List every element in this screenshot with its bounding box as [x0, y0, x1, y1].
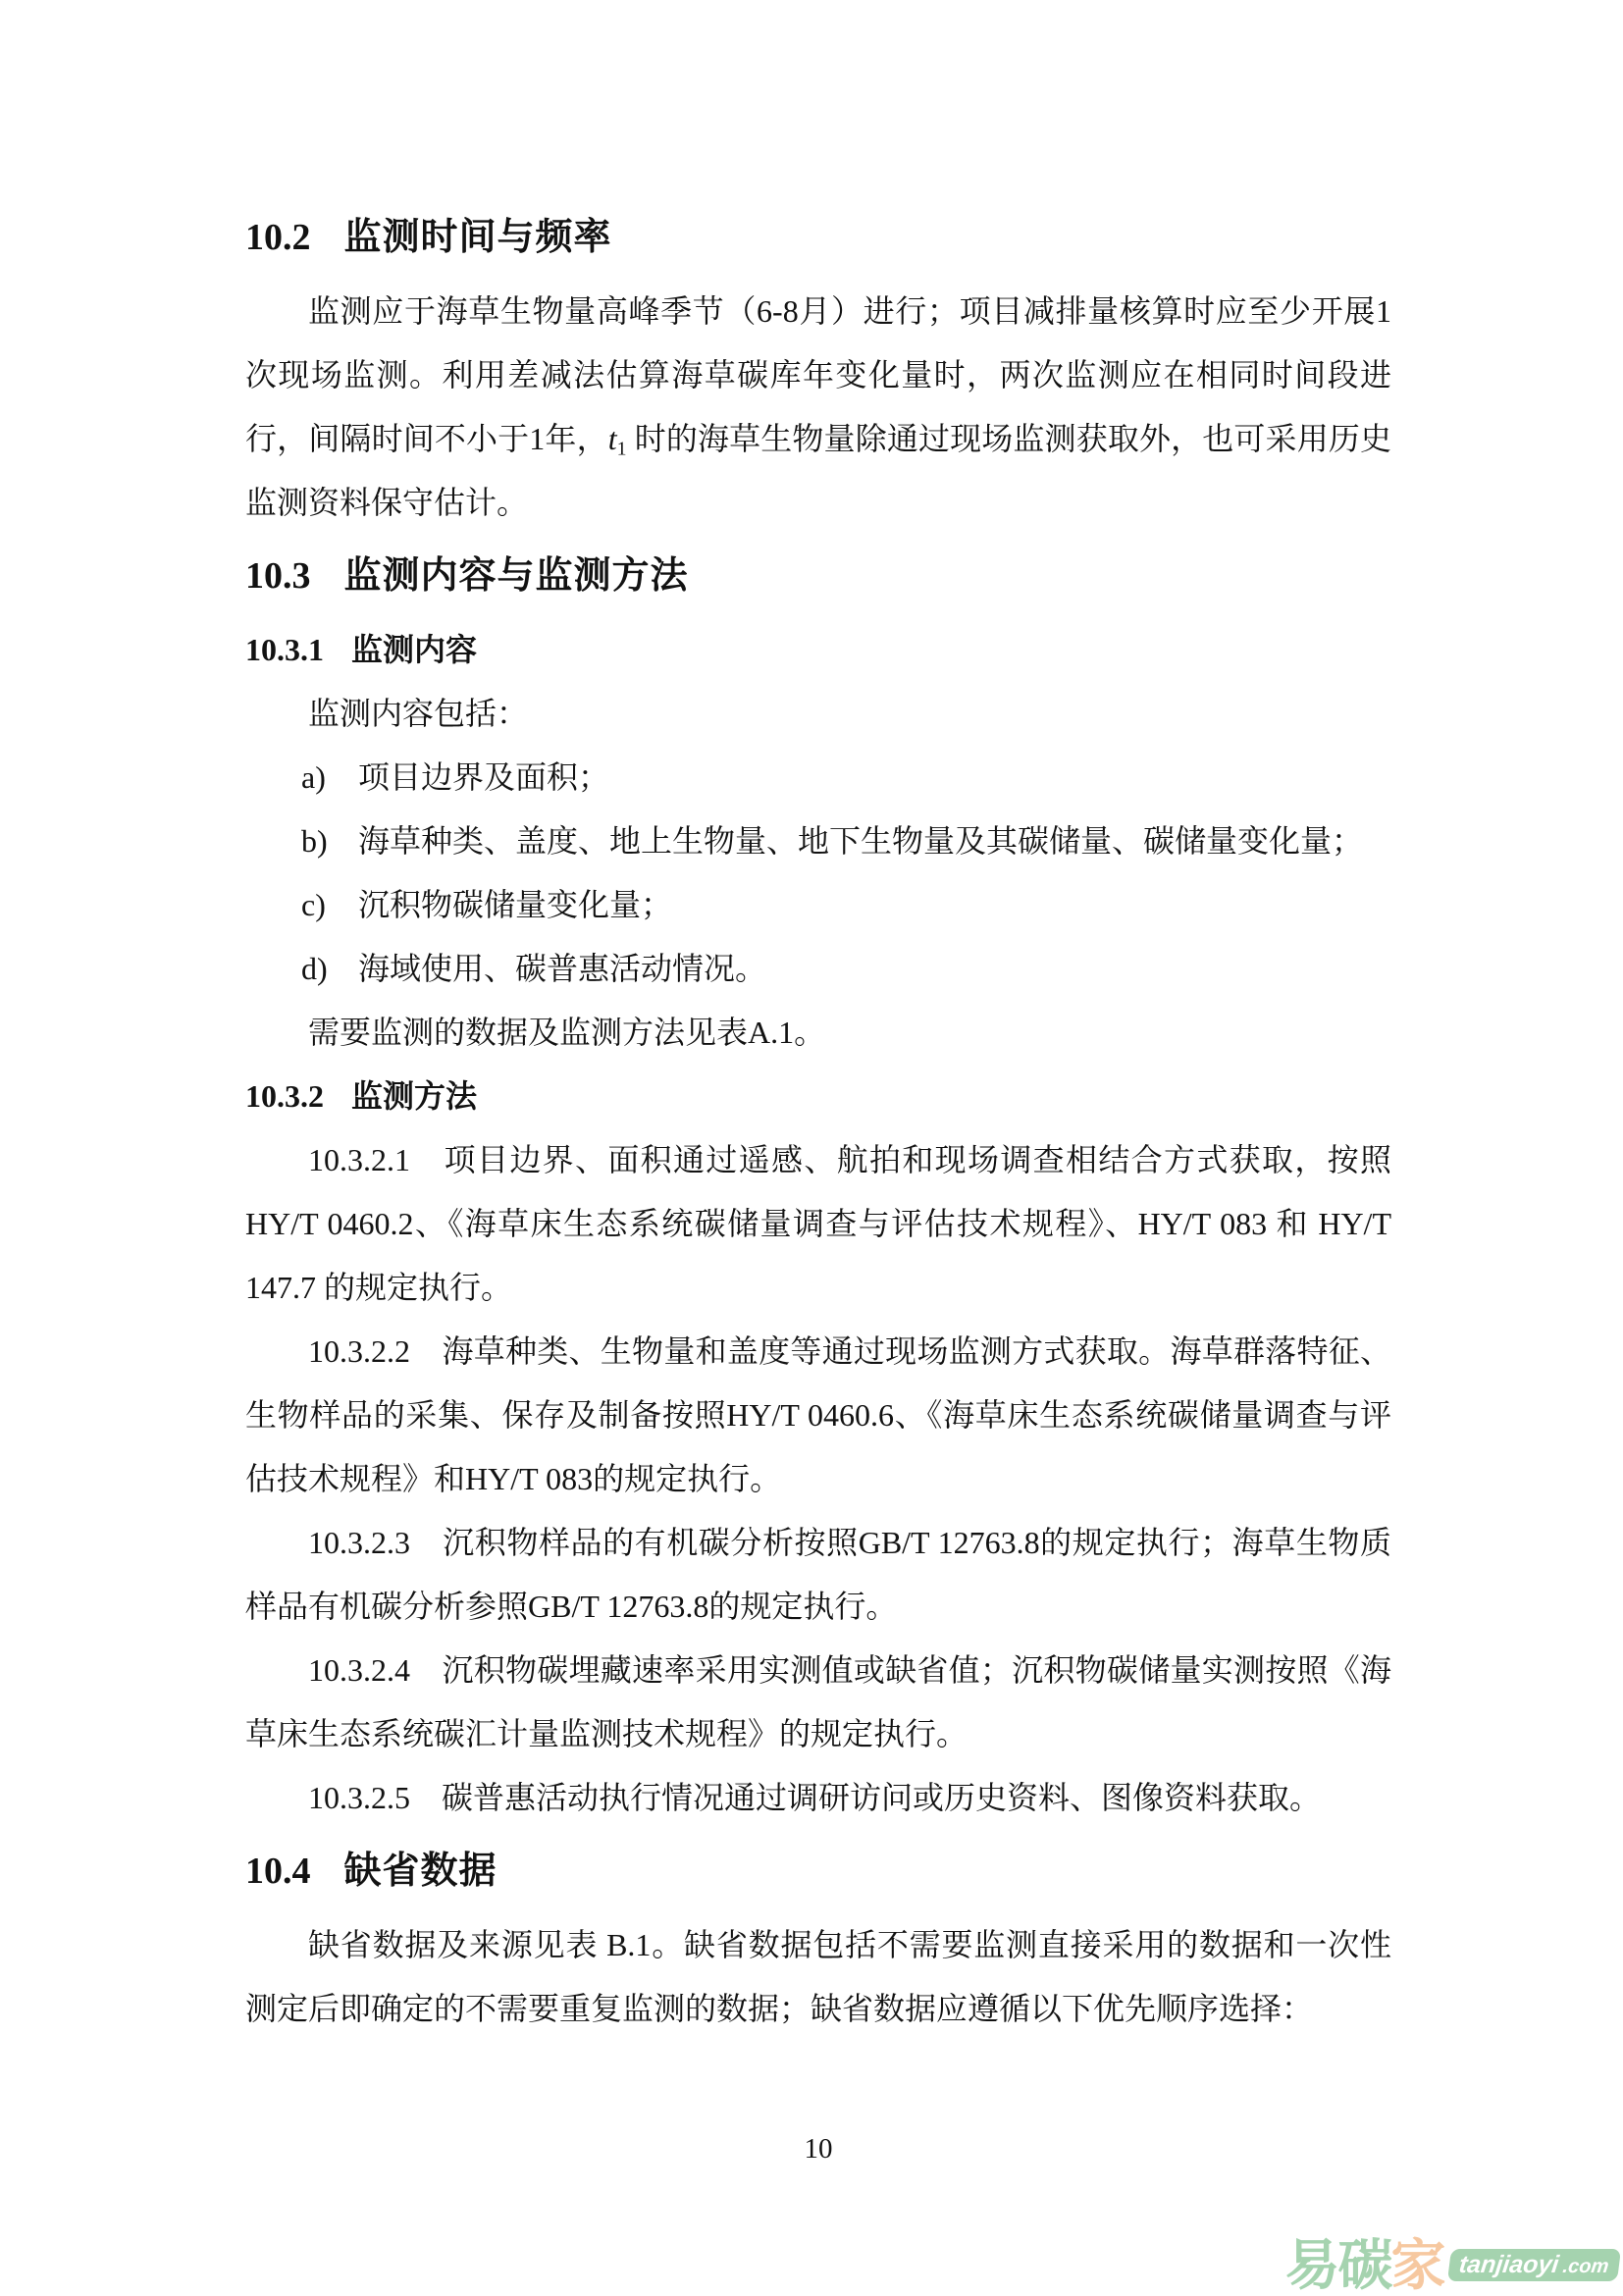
- paragraph: [245, 1128, 1391, 1320]
- text-segment: 10.3.2.5 碳普惠活动执行情况通过调研访问或历史资料、图像资料获取。: [308, 1780, 1322, 1815]
- paragraph: [245, 682, 1391, 746]
- heading-number: 10.3.1: [245, 632, 324, 667]
- paragraph: [245, 1320, 1391, 1511]
- heading-title: 监测时间与频率: [343, 217, 612, 258]
- text-segment: 沉积物碳储量变化量；: [358, 887, 673, 922]
- heading-number: 10.4: [245, 1851, 311, 1892]
- text-segment: 10.3.2.1 项目边界、面积通过遥感、航拍和现场调查相结合方式获取，按照 HY/T 0460.2、《海草床生态系统碳储量调查与评估技术规程》、HY/T 083 和 HY/T 147.7 的规定执行。: [245, 1142, 1391, 1305]
- list-marker: d): [301, 951, 328, 986]
- list-item: [245, 937, 1391, 1001]
- text-segment: 缺省数据及来源见表 B.1。缺省数据包括不需要监测直接采用的数据和一次性测定后即确定的不需要重复监测的数据；缺省数据应遵循以下优先顺序选择：: [245, 1927, 1391, 2026]
- list-marker: b): [301, 823, 328, 859]
- watermark-domain-line2: .com: [1561, 2255, 1611, 2277]
- heading-number: 10.2: [245, 217, 311, 258]
- text-segment: 10.3.2.2 海草种类、生物量和盖度等通过现场监测方式获取。海草群落特征、生物样品的采集、保存及制备按照HY/T 0460.6、《海草床生态系统碳储量调查与评估技术规程》和HY/T 083的规定执行。: [245, 1333, 1391, 1496]
- list-item-text: [358, 809, 1391, 873]
- text-segment: 10.3.2.4 沉积物碳埋藏速率采用实测值或缺省值；沉积物碳储量实测按照《海草床生态系统碳汇计量监测技术规程》的规定执行。: [245, 1652, 1391, 1751]
- section-heading: [245, 206, 1391, 270]
- tanjiaoyi-watermark-logo: [1284, 2236, 1619, 2295]
- heading-title: 缺省数据: [343, 1851, 497, 1892]
- document-body: [245, 206, 1391, 2041]
- section-heading: [245, 545, 1391, 608]
- list-marker: a): [301, 759, 326, 795]
- list-item: [245, 809, 1391, 873]
- watermark-char: 易: [1284, 2234, 1338, 2296]
- heading-number: 10.3: [245, 555, 311, 597]
- text-segment: 海草种类、盖度、地上生物量、地下生物量及其碳储量、碳储量变化量；: [358, 823, 1364, 859]
- list-item-text: [358, 873, 1391, 937]
- list-marker: c): [301, 887, 326, 922]
- text-segment: 时的海草生物量除通过现场监测获取外，也可采用历史监测资料保守估计。: [245, 421, 1391, 520]
- text-segment: 项目边界及面积；: [358, 759, 610, 795]
- watermark-char: 家: [1390, 2234, 1444, 2296]
- text-segment: 海域使用、碳普惠活动情况。: [358, 951, 767, 986]
- paragraph: [245, 1511, 1391, 1639]
- list-item-text: [358, 746, 1391, 809]
- list-item-text: [358, 937, 1391, 1001]
- text-segment: 监测应于海草生物量高峰季节（6-8月）进行；项目减排量核算时应至少开展1次现场监测。利用差减法估算海草碳库年变化量时，两次监测应在相同时间段进行，间隔时间不小于1年，: [245, 293, 1391, 456]
- math-var: t: [607, 421, 617, 456]
- paragraph: [245, 280, 1391, 535]
- watermark-cjk-text: [1284, 2236, 1443, 2295]
- heading-title: 监测内容与监测方法: [343, 555, 689, 597]
- heading-title: 监测内容: [351, 632, 478, 667]
- subsection-heading: [245, 618, 1391, 682]
- list-item: [245, 873, 1391, 937]
- text-segment: 监测内容包括：: [308, 696, 529, 731]
- paragraph: [245, 1001, 1391, 1065]
- paragraph: [245, 1766, 1391, 1830]
- watermark-char: 碳: [1337, 2234, 1391, 2296]
- text-segment: 10.3.2.3 沉积物样品的有机碳分析按照GB/T 12763.8的规定执行；海草生物质样品有机碳分析参照GB/T 12763.8的规定执行。: [245, 1525, 1391, 1624]
- list-item: [245, 746, 1391, 809]
- watermark-domain-badge: [1447, 2249, 1621, 2281]
- text-segment: 需要监测的数据及监测方法见表A.1。: [308, 1015, 826, 1050]
- subsection-heading: [245, 1065, 1391, 1128]
- heading-number: 10.3.2: [245, 1078, 324, 1114]
- math-sub: 1: [616, 438, 627, 460]
- page-number: 10: [804, 2133, 833, 2165]
- heading-title: 监测方法: [351, 1078, 478, 1114]
- section-heading: [245, 1840, 1391, 1904]
- watermark-domain-line1: tanjiaoyi: [1457, 2250, 1561, 2278]
- paragraph: [245, 1639, 1391, 1766]
- paragraph: [245, 1913, 1391, 2041]
